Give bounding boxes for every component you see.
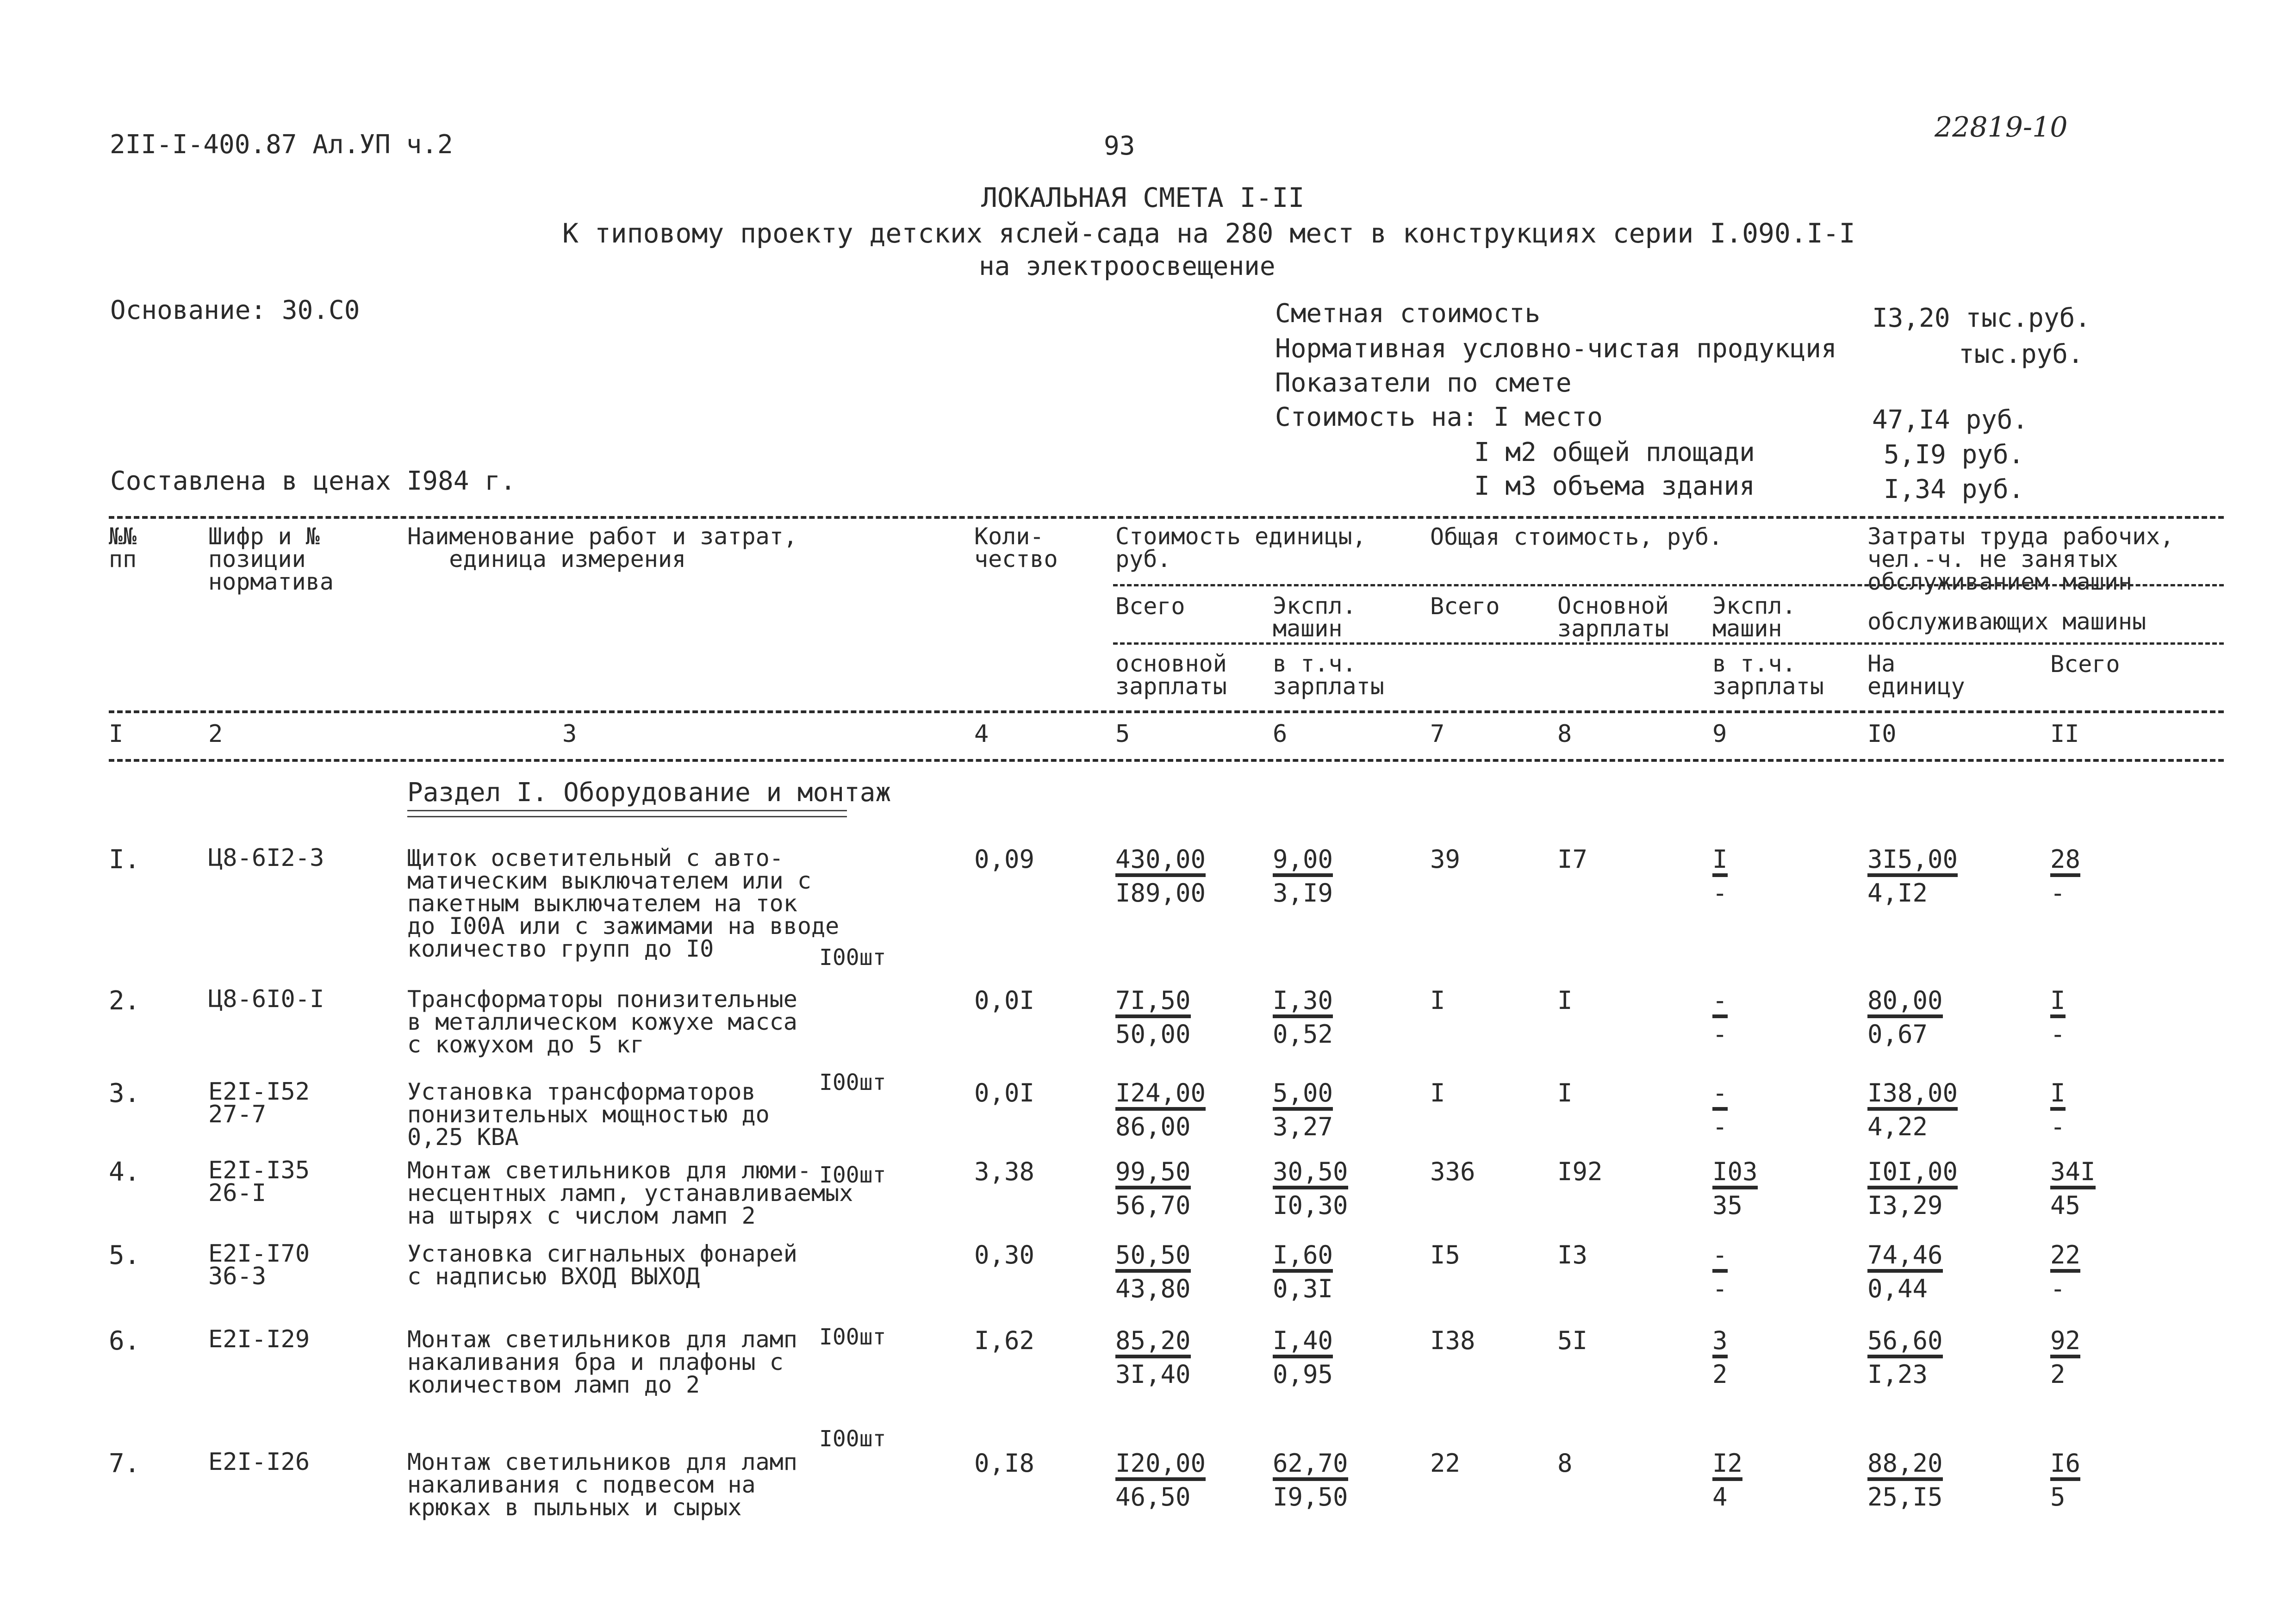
row-code: E2I-I35 26-I: [208, 1157, 310, 1207]
row-unit-machines: 30,50: [1273, 1159, 1348, 1188]
row-unit-incl-wages: I9,50: [1273, 1482, 1348, 1512]
col-header-quantity: Коли- чество: [974, 523, 1058, 572]
row-unit-total: 7I,50: [1115, 988, 1191, 1016]
row-unit-machines: 5,00: [1273, 1081, 1333, 1109]
estimate-label: Сметная стоимость: [1275, 299, 1541, 329]
col-header-unit-total: Всего: [1115, 593, 1185, 620]
row-labor-per-unit: I38,00: [1867, 1081, 1958, 1109]
row-labor-per-unit-mach: I3,29: [1867, 1191, 1943, 1220]
header-rule-2: [1113, 642, 2224, 645]
page-number: 93: [1104, 131, 1135, 161]
row-total-incl-wages: 4: [1712, 1482, 1728, 1512]
row-labor-per-unit-mach: 0,67: [1867, 1020, 1928, 1049]
row-labor-total: 34I: [2050, 1159, 2096, 1188]
row-labor-per-unit-mach: 0,44: [1867, 1274, 1928, 1303]
col-number-5: 5: [1115, 720, 1130, 748]
row-unit-wages: 43,80: [1115, 1274, 1191, 1303]
row-labor-per-unit: 56,60: [1867, 1328, 1943, 1356]
row-unit: I00шт: [819, 945, 886, 971]
row-labor-per-unit: 74,46: [1867, 1243, 1943, 1271]
row-name: Монтаж светильников для ламп накаливания бра и плафоны с количеством ламп до 2: [407, 1326, 797, 1398]
row-unit-machines: I,40: [1273, 1328, 1333, 1356]
col-header-labor-machines: обслуживающих машины: [1867, 608, 2147, 635]
row-labor-total-mach: -: [2050, 1112, 2066, 1141]
row-code: E2I-I70 36-3: [208, 1240, 310, 1291]
row-code: E2I-I26: [208, 1448, 310, 1476]
row-name: Монтаж светильников для ламп накаливания с подвесом на крюках в пыльных и сырых: [407, 1449, 797, 1521]
row-total: I38: [1430, 1326, 1475, 1355]
row-quantity: I,62: [974, 1326, 1035, 1355]
document-title: ЛОКАЛЬНАЯ СМЕТА I-II: [981, 182, 1305, 213]
row-total: 22: [1430, 1449, 1461, 1478]
row-total-machines: -: [1712, 988, 1728, 1016]
row-labor-per-unit-mach: 4,22: [1867, 1112, 1928, 1141]
row-total-incl-wages: -: [1712, 1112, 1728, 1141]
row-labor-total: I: [2050, 1081, 2066, 1109]
row-total-machines: 3: [1712, 1328, 1728, 1356]
col-number-3: 3: [562, 720, 577, 748]
row-labor-total-mach: 2: [2050, 1360, 2066, 1389]
col-header-labor-per-unit: На единицу: [1867, 650, 1965, 700]
col-header-total-cost: Общая стоимость, руб.: [1430, 523, 1723, 550]
row-labor-total-mach: -: [2050, 1274, 2066, 1303]
norm-label: Нормативная условно-чистая продукция: [1275, 334, 1837, 364]
row-total-incl-wages: -: [1712, 878, 1728, 908]
row-labor-total-mach: -: [2050, 878, 2066, 908]
document-subtitle: К типовому проекту детских яслей-сада на 280 мест в конструкциях серии I.090.I-I: [562, 218, 1855, 249]
col-number-1: I: [109, 720, 124, 748]
row-unit-incl-wages: I0,30: [1273, 1191, 1348, 1220]
col-header-labor: Затраты труда рабочих, чел.-ч. не занятых обслуживанием машин: [1867, 523, 2174, 595]
row-unit-wages: 3I,40: [1115, 1360, 1191, 1389]
row-unit-machines: 62,70: [1273, 1451, 1348, 1479]
row-quantity: 0,0I: [974, 986, 1035, 1015]
cost-per-place-value: 47,I4 руб.: [1872, 405, 2028, 435]
basis-label: Основание: 30.С0: [110, 295, 360, 325]
row-total-machines: -: [1712, 1243, 1728, 1271]
row-labor-per-unit: 80,00: [1867, 988, 1943, 1016]
cost-per-m2-value: 5,I9 руб.: [1884, 440, 2024, 470]
row-total-machines: I03: [1712, 1159, 1758, 1188]
row-total: I5: [1430, 1240, 1461, 1269]
section-title: Раздел I. Оборудование и монтаж: [407, 778, 891, 808]
row-quantity: 0,09: [974, 845, 1035, 874]
cost-per-m3-value: I,34 руб.: [1884, 474, 2024, 504]
col-header-unit-wages: основной зарплаты: [1115, 650, 1227, 700]
row-total-machines: I: [1712, 847, 1728, 875]
row-total-wages: 8: [1557, 1449, 1573, 1478]
row-code: E2I-I52 27-7: [208, 1078, 310, 1129]
row-labor-total: 22: [2050, 1243, 2080, 1271]
row-labor-per-unit-mach: I,23: [1867, 1360, 1928, 1389]
row-name: Щиток осветительный с авто- матическим выключателем или с пакетным выключателем на ток до I00А или с зажимами на вводе количество групп до I0: [407, 845, 840, 962]
row-unit-incl-wages: 0,95: [1273, 1360, 1333, 1389]
estimate-value: I3,20 тыс.руб.: [1872, 303, 2091, 333]
row-labor-total: 28: [2050, 847, 2080, 875]
row-total-wages: I92: [1557, 1157, 1603, 1186]
row-quantity: 3,38: [974, 1157, 1035, 1186]
row-total-wages: I3: [1557, 1240, 1588, 1269]
row-unit-incl-wages: 0,52: [1273, 1020, 1333, 1049]
row-unit: I00шт: [819, 1162, 886, 1188]
row-labor-total: I: [2050, 988, 2066, 1016]
archive-stamp: 22819-10: [1935, 111, 2068, 143]
row-name: Трансформаторы понизительные в металлическом кожухе масса с кожухом до 5 кг: [407, 986, 797, 1058]
row-name: Установка трансформаторов понизительных мощностью до 0,25 КВА: [407, 1078, 770, 1151]
row-total-incl-wages: 2: [1712, 1360, 1728, 1389]
row-labor-total-mach: 45: [2050, 1191, 2081, 1220]
row-labor-per-unit-mach: 4,I2: [1867, 878, 1928, 908]
indicators-label: Показатели по смете: [1275, 368, 1572, 398]
row-number: 6.: [109, 1326, 140, 1356]
row-unit-machines: 9,00: [1273, 847, 1333, 875]
row-total: 336: [1430, 1157, 1475, 1186]
row-total: I: [1430, 986, 1445, 1015]
row-labor-total: 92: [2050, 1328, 2080, 1356]
col-number-6: 6: [1273, 720, 1288, 748]
row-labor-per-unit: 3I5,00: [1867, 847, 1958, 875]
row-number: 4.: [109, 1157, 140, 1187]
row-total-wages: I: [1557, 986, 1573, 1015]
row-unit-machines: I,60: [1273, 1243, 1333, 1271]
row-unit-total: 85,20: [1115, 1328, 1191, 1356]
row-labor-per-unit: 88,20: [1867, 1451, 1943, 1479]
row-unit: I00шт: [819, 1070, 886, 1095]
row-code: E2I-I29: [208, 1325, 310, 1353]
document-subtitle-2: на электроосвещение: [979, 251, 1276, 281]
row-total-incl-wages: -: [1712, 1274, 1728, 1303]
header-rule-4: [109, 759, 2224, 762]
row-quantity: 0,0I: [974, 1078, 1035, 1108]
row-total-machines: I2: [1712, 1451, 1742, 1479]
header-rule-3: [109, 710, 2224, 713]
row-labor-total: I6: [2050, 1451, 2080, 1479]
price-basis: Составлена в ценах I984 г.: [110, 466, 516, 496]
col-header-unit-machines: Экспл. машин: [1273, 592, 1356, 642]
col-header-total-machines: Экспл. машин: [1712, 592, 1796, 642]
row-number: I.: [109, 845, 140, 875]
row-total-wages: I7: [1557, 845, 1588, 874]
col-number-11: II: [2050, 720, 2079, 748]
row-unit-total: I24,00: [1115, 1081, 1206, 1109]
row-labor-per-unit: I0I,00: [1867, 1159, 1958, 1188]
col-header-total-incl-wages: в т.ч. зарплаты: [1712, 650, 1824, 700]
row-quantity: 0,30: [974, 1240, 1035, 1269]
col-header-unit-cost: Стоимость единицы, руб.: [1115, 523, 1366, 572]
row-unit: I00шт: [819, 1324, 886, 1350]
row-total-wages: 5I: [1557, 1326, 1588, 1355]
row-labor-total-mach: -: [2050, 1020, 2066, 1049]
col-number-2: 2: [208, 720, 223, 748]
row-unit-wages: 50,00: [1115, 1020, 1191, 1049]
col-header-code: Шифр и № позиции норматива: [208, 523, 334, 595]
col-header-total-all: Всего: [1430, 593, 1500, 620]
row-code: Ц8-6I2-3: [208, 844, 324, 872]
row-unit-incl-wages: 0,3I: [1273, 1274, 1333, 1303]
row-name: Монтаж светильников для люми- несцентных ламп, устанавливаемых на штырях с числом ламп 2: [407, 1157, 853, 1229]
row-unit-wages: 86,00: [1115, 1112, 1191, 1141]
row-quantity: 0,I8: [974, 1449, 1035, 1478]
col-number-10: I0: [1867, 720, 1897, 748]
row-unit-total: 50,50: [1115, 1243, 1191, 1271]
document-code: 2II-I-400.87 Ал.УП ч.2: [110, 130, 453, 160]
row-unit-total: I20,00: [1115, 1451, 1206, 1479]
row-labor-total-mach: 5: [2050, 1482, 2066, 1512]
row-unit-machines: I,30: [1273, 988, 1333, 1016]
row-total: 39: [1430, 845, 1461, 874]
table-top-rule: [109, 516, 2224, 519]
col-header-unit-incl-wages: в т.ч. зарплаты: [1273, 650, 1384, 700]
col-header-total-wages: Основной зарплаты: [1557, 592, 1669, 642]
row-code: Ц8-6I0-I: [208, 985, 324, 1013]
col-number-4: 4: [974, 720, 989, 748]
row-unit-incl-wages: 3,I9: [1273, 878, 1333, 908]
row-number: 3.: [109, 1078, 140, 1108]
row-number: 7.: [109, 1449, 140, 1479]
row-total-wages: I: [1557, 1078, 1573, 1108]
cost-per-m2-label: I м2 общей площади: [1474, 437, 1755, 467]
row-number: 5.: [109, 1240, 140, 1270]
col-number-8: 8: [1557, 720, 1572, 748]
col-number-7: 7: [1430, 720, 1445, 748]
cost-per-m3-label: I м3 объема здания: [1474, 471, 1755, 501]
row-number: 2.: [109, 986, 140, 1016]
col-header-labor-total: Всего: [2050, 651, 2120, 678]
row-unit-wages: 56,70: [1115, 1191, 1191, 1220]
row-labor-per-unit-mach: 25,I5: [1867, 1482, 1943, 1512]
row-total: I: [1430, 1078, 1445, 1108]
cost-per-place-label: Стоимость на: I место: [1275, 402, 1603, 432]
row-unit-wages: I89,00: [1115, 878, 1206, 908]
col-number-9: 9: [1712, 720, 1727, 748]
row-unit-total: 99,50: [1115, 1159, 1191, 1188]
row-unit-incl-wages: 3,27: [1273, 1112, 1333, 1141]
row-unit: I00шт: [819, 1426, 886, 1452]
row-total-incl-wages: -: [1712, 1020, 1728, 1049]
section-underline: [407, 810, 847, 817]
col-header-name: Наименование работ и затрат, единица измерения: [407, 523, 797, 572]
row-unit-total: 430,00: [1115, 847, 1206, 875]
row-total-machines: -: [1712, 1081, 1728, 1109]
norm-value: тыс.руб.: [1959, 339, 2084, 369]
row-name: Установка сигнальных фонарей с надписью ВХОД ВЫХОД: [407, 1240, 797, 1290]
row-total-incl-wages: 35: [1712, 1191, 1743, 1220]
row-unit-wages: 46,50: [1115, 1482, 1191, 1512]
col-header-number: №№ пп: [109, 523, 137, 572]
